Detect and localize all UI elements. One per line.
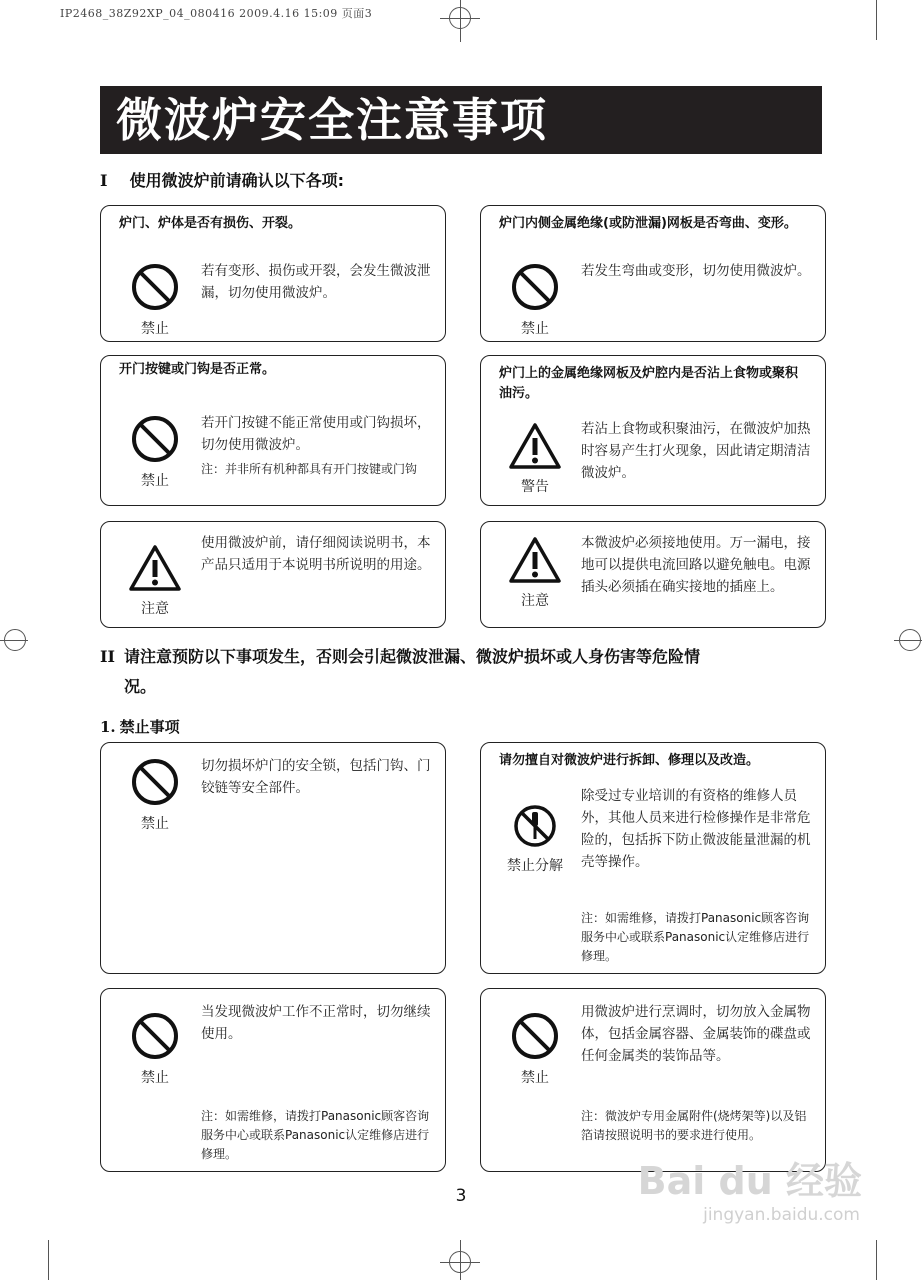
box-text: 若有变形、损伤或开裂，会发生微波泄漏，切勿使用微波炉。 xyxy=(201,263,431,301)
icon-label: 禁止分解 xyxy=(507,858,563,874)
icon-group xyxy=(125,544,185,618)
section-heading-text: 况。 xyxy=(124,677,157,696)
prohibition-icon xyxy=(130,262,180,312)
box-title: 炉门、炉体是否有损伤、开裂。 xyxy=(119,216,302,231)
crop-mark xyxy=(876,1240,877,1280)
notice-box xyxy=(100,988,446,1172)
warning-icon xyxy=(508,422,562,470)
notice-box xyxy=(100,521,446,628)
section-number: II xyxy=(100,647,115,666)
print-header: IP2468_38Z92XP_04_080416 2009.4.16 15:09 页面3 xyxy=(60,7,373,20)
box-text: 除受过专业培训的有资格的维修人员外，其他人员来进行检修操作是非常危险的，包括拆下防止微波能量泄漏的机壳等操作。 xyxy=(581,788,811,870)
notice-box xyxy=(480,988,826,1172)
watermark-url: jingyan.baidu.com xyxy=(703,1205,860,1225)
notice-box xyxy=(480,205,826,342)
box-text: 若开门按键不能正常使用或门钩损坏，切勿使用微波炉。 xyxy=(201,415,431,453)
caution-icon xyxy=(508,536,562,584)
caution-icon xyxy=(128,544,182,592)
icon-group xyxy=(125,414,185,490)
notice-box xyxy=(100,355,446,506)
box-title: 炉门内侧金属绝缘(或防泄漏)网板是否弯曲、变形。 xyxy=(499,216,797,231)
box-note: 注：微波炉专用金属附件(烧烤架等)以及铝箔请按照说明书的要求进行使用。 xyxy=(581,1109,807,1142)
crop-mark xyxy=(876,0,877,40)
box-title: 炉门上的金属绝缘网板及炉腔内是否沾上食物或聚积油污。 xyxy=(499,366,799,401)
watermark: Bai du 经验 xyxy=(637,1159,862,1203)
title-bar xyxy=(100,86,822,154)
icon-group xyxy=(125,262,185,338)
icon-group xyxy=(505,536,565,610)
notice-box xyxy=(100,205,446,342)
section-2-heading xyxy=(100,642,700,702)
box-text: 若沾上食物或积聚油污，在微波炉加热时容易产生打火现象，因此请定期清洁微波炉。 xyxy=(581,421,811,481)
subsection-number: 1. xyxy=(100,718,116,736)
registration-mark-icon xyxy=(449,7,471,29)
box-text: 用微波炉进行烹调时，切勿放入金属物体，包括金属容器、金属装饰的碟盘或任何金属类的装饰品等。 xyxy=(581,1004,811,1064)
icon-label: 禁止 xyxy=(141,473,169,489)
page-number: 3 xyxy=(455,1186,467,1206)
registration-mark-icon xyxy=(449,1251,471,1273)
box-note: 注：并非所有机种都具有开门按键或门钩 xyxy=(201,462,418,476)
icon-label: 禁止 xyxy=(521,321,549,337)
section-heading-text: 请注意预防以下事项发生，否则会引起微波泄漏、微波炉损坏或人身伤害等危险情 xyxy=(124,647,701,666)
icon-group xyxy=(125,757,185,833)
notice-box xyxy=(100,742,446,974)
prohibition-icon xyxy=(130,757,180,807)
icon-label: 注意 xyxy=(521,593,549,609)
icon-label: 禁止 xyxy=(521,1070,549,1086)
icon-label: 禁止 xyxy=(141,321,169,337)
icon-label: 警告 xyxy=(521,479,549,495)
box-text: 若发生弯曲或变形，切勿使用微波炉。 xyxy=(581,263,811,279)
prohibition-icon xyxy=(130,414,180,464)
box-title: 开门按键或门钩是否正常。 xyxy=(119,362,276,377)
prohibition-icon xyxy=(510,1011,560,1061)
prohibition-icon xyxy=(130,1011,180,1061)
notice-box xyxy=(480,521,826,628)
icon-label: 禁止 xyxy=(141,816,169,832)
icon-group xyxy=(505,262,565,338)
icon-label: 禁止 xyxy=(141,1070,169,1086)
section-1-heading xyxy=(100,168,344,191)
section-heading-text: 使用微波炉前请确认以下各项: xyxy=(129,171,344,190)
box-text: 使用微波炉前，请仔细阅读说明书，本产品只适用于本说明书所说明的用途。 xyxy=(201,535,431,573)
page-title: 微波炉安全注意事项 xyxy=(116,93,548,147)
icon-label: 注意 xyxy=(141,601,169,617)
registration-mark-icon xyxy=(899,629,921,651)
box-text: 切勿损坏炉门的安全锁，包括门钩、门铰链等安全部件。 xyxy=(201,758,431,796)
subsection-heading xyxy=(100,716,180,737)
box-note: 注：如需维修，请拨打Panasonic顾客咨询服务中心或联系Panasonic认定维修店进行修理。 xyxy=(581,911,810,963)
registration-mark-icon xyxy=(4,629,26,651)
no-disassembly-icon xyxy=(512,803,558,849)
subsection-heading-text: 禁止事项 xyxy=(119,718,180,736)
section-number: I xyxy=(100,171,108,190)
notice-box xyxy=(480,355,826,506)
box-note: 注：如需维修，请拨打Panasonic顾客咨询服务中心或联系Panasonic认定维修店进行修理。 xyxy=(201,1109,430,1161)
box-text: 本微波炉必须接地使用。万一漏电，接地可以提供电流回路以避免触电。电源插头必须插在确实接地的插座上。 xyxy=(581,535,811,595)
box-text: 当发现微波炉工作不正常时，切勿继续使用。 xyxy=(201,1004,431,1042)
icon-group xyxy=(125,1011,185,1087)
icon-group xyxy=(505,1011,565,1087)
box-title: 请勿擅自对微波炉进行拆卸、修理以及改造。 xyxy=(499,753,760,768)
crop-mark xyxy=(48,1240,49,1280)
prohibition-icon xyxy=(510,262,560,312)
icon-group xyxy=(505,422,565,496)
icon-group xyxy=(497,803,573,875)
notice-box xyxy=(480,742,826,974)
